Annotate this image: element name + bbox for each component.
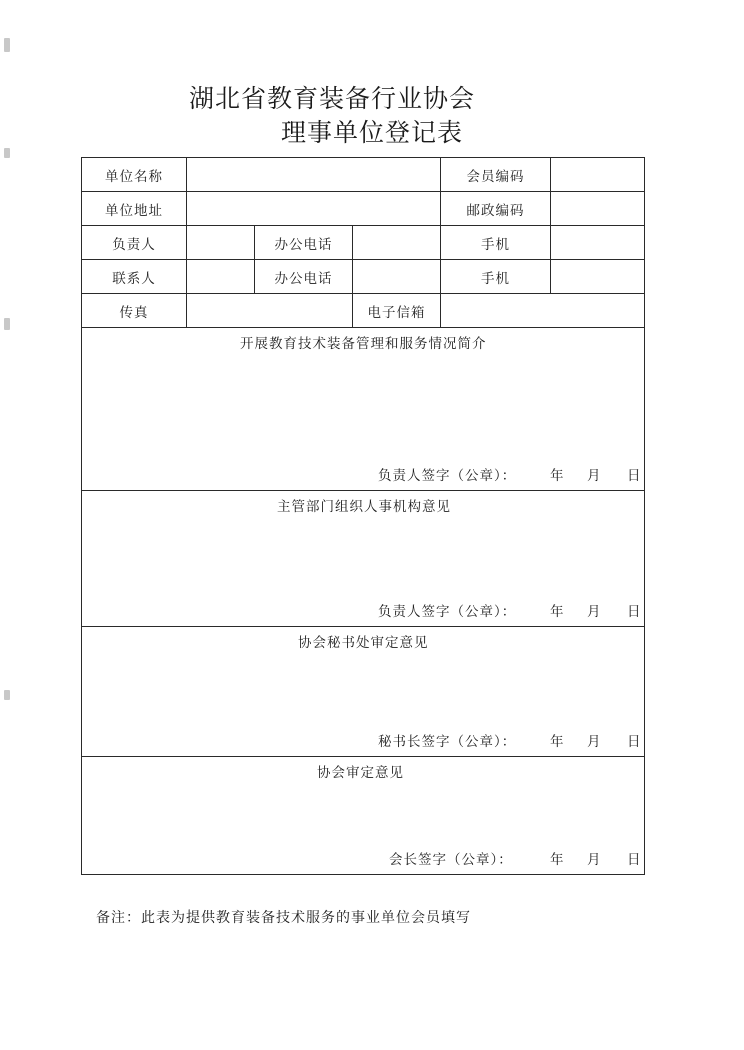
day-label: 日 <box>627 734 642 750</box>
scan-mark <box>4 690 10 700</box>
mobile-field[interactable] <box>551 226 644 260</box>
document-title: 湖北省教育装备行业协会 <box>188 84 475 113</box>
signature-label: 负责人签字（公章）： <box>378 604 517 620</box>
fax-field[interactable] <box>187 294 353 328</box>
member-code-field[interactable] <box>551 158 644 192</box>
label-email: 电子信箱 <box>353 294 441 328</box>
section-title: 协会审定意见 <box>317 765 404 781</box>
section-hr-opinion[interactable] <box>82 491 644 627</box>
label-unit-name: 单位名称 <box>82 158 187 192</box>
year-label: 年 <box>550 604 565 620</box>
label-office-phone-2: 办公电话 <box>255 260 353 294</box>
scan-mark <box>4 38 10 52</box>
mobile-field-2[interactable] <box>551 260 644 294</box>
section-secretariat-opinion[interactable] <box>82 627 644 757</box>
year-label: 年 <box>550 468 565 484</box>
label-postal-code: 邮政编码 <box>441 192 551 226</box>
year-label: 年 <box>550 852 565 868</box>
section-title: 主管部门组织人事机构意见 <box>277 499 451 515</box>
month-label: 月 <box>587 468 602 484</box>
section-title: 开展教育技术装备管理和服务情况简介 <box>240 336 487 352</box>
signature-row <box>82 600 644 620</box>
label-fax: 传真 <box>82 294 187 328</box>
signature-label: 会长签字（公章）： <box>389 852 513 868</box>
postal-code-field[interactable] <box>551 192 644 226</box>
day-label: 日 <box>627 468 642 484</box>
signature-label: 秘书长签字（公章）： <box>378 734 517 750</box>
section-title: 协会秘书处审定意见 <box>298 635 429 651</box>
section-services-summary[interactable] <box>82 328 644 491</box>
signature-row <box>82 730 644 750</box>
section-association-opinion[interactable] <box>82 757 644 874</box>
label-contact-person: 联系人 <box>82 260 187 294</box>
signature-label: 负责人签字（公章）： <box>378 468 517 484</box>
contact-person-field[interactable] <box>187 260 255 294</box>
year-label: 年 <box>550 734 565 750</box>
label-mobile: 手机 <box>441 226 551 260</box>
footnote: 备注：此表为提供教育装备技术服务的事业单位会员填写 <box>96 910 471 926</box>
month-label: 月 <box>587 852 602 868</box>
day-label: 日 <box>627 604 642 620</box>
month-label: 月 <box>587 604 602 620</box>
label-person-in-charge: 负责人 <box>82 226 187 260</box>
signature-row <box>82 848 644 868</box>
registration-form <box>81 157 645 875</box>
unit-address-field[interactable] <box>187 192 441 226</box>
signature-row <box>82 464 644 484</box>
label-member-code: 会员编码 <box>441 158 551 192</box>
label-office-phone: 办公电话 <box>255 226 353 260</box>
day-label: 日 <box>627 852 642 868</box>
unit-name-field[interactable] <box>187 158 441 192</box>
scan-mark <box>4 318 10 330</box>
label-mobile-2: 手机 <box>441 260 551 294</box>
document-subtitle: 理事单位登记表 <box>280 118 463 147</box>
person-in-charge-field[interactable] <box>187 226 255 260</box>
office-phone-field[interactable] <box>353 226 441 260</box>
scan-mark <box>4 148 10 158</box>
email-field[interactable] <box>441 294 644 328</box>
month-label: 月 <box>587 734 602 750</box>
label-unit-address: 单位地址 <box>82 192 187 226</box>
office-phone-field-2[interactable] <box>353 260 441 294</box>
